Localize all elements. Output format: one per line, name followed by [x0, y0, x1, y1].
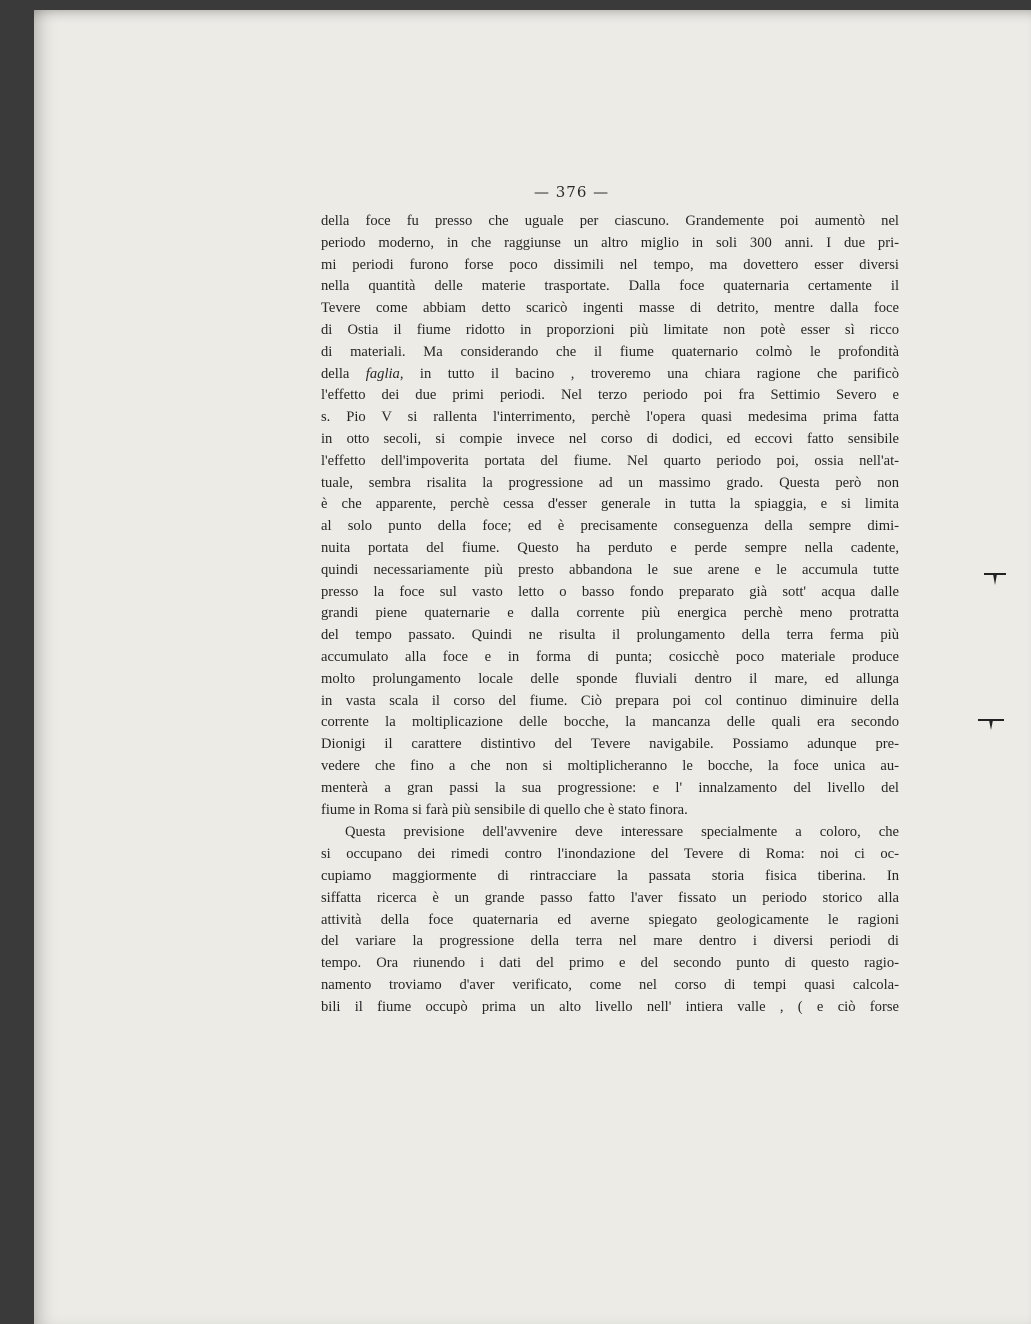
text-line: di Ostia il fiume ridotto in proporzioni più limitate non potè esser sì ricco	[321, 321, 899, 338]
text-line: del variare la progressione della terra nel mare dentro i diversi periodi di	[321, 933, 899, 950]
text-line: cupiamo maggiormente di rintracciare la passata storia fisica tiberina. In	[321, 867, 899, 884]
page-number: — 376 —	[534, 183, 610, 201]
text-line: nuita portata del fiume. Questo ha perduto e perde sempre nella cadente,	[321, 539, 899, 556]
body-text	[321, 211, 899, 1018]
text-line: al solo punto della foce; ed è precisamente conseguenza della sempre dimi-	[321, 518, 899, 535]
text-line: Dionigi il carattere distintivo del Tevere navigabile. Possiamo adunque pre-	[321, 736, 899, 753]
text-line: attività della foce quaternaria ed averne spiegato geologicamente le ragioni	[321, 911, 899, 928]
text-line: vedere che fino a che non si moltiplicheranno le bocche, la foce unica au-	[321, 757, 899, 774]
text-line: periodo moderno, in che raggiunse un altro miglio in soli 300 anni. I due pri-	[321, 234, 899, 251]
text-line: della faglia, in tutto il bacino , troveremo una chiara ragione che parificò	[321, 365, 900, 382]
text-line: accumulato alla foce e in forma di punta; cosicchè poco materiale produce	[321, 648, 899, 665]
text-line: corrente la moltiplicazione delle bocche, la mancanza delle quali era secondo	[321, 714, 899, 731]
text-line: si occupano dei rimedi contro l'inondazione del Tevere di Roma: noi ci oc-	[321, 846, 899, 863]
text-line: grandi piene quaternarie e dalla corrente più energica perchè meno protratta	[321, 605, 899, 622]
paragraph-2	[321, 822, 899, 1018]
text-line: siffatta ricerca è un grande passo fatto l'aver fissato un periodo storico alla	[321, 889, 899, 906]
text-line: bili il fiume occupò prima un alto livello nell' intiera valle , ( e ciò forse	[321, 998, 899, 1015]
text-line: in vasta scala il corso del fiume. Ciò prepara poi col continuo diminuire della	[321, 692, 899, 709]
text-line: della foce fu presso che uguale per ciascuno. Grandemente poi aumentò nel	[321, 213, 899, 229]
text-line: menterà a gran passi la sua progressione: e l' innalzamento del livello del	[321, 779, 899, 796]
text-line: Questa previsione dell'avvenire deve interessare specialmente a coloro, che	[345, 824, 899, 841]
text-line: del tempo passato. Quindi ne risulta il prolungamento della terra ferma più	[321, 627, 899, 644]
text-line: tuale, sembra risalita la progressione ad un massimo grado. Questa però non	[321, 474, 899, 491]
text-line: fiume in Roma si farà più sensibile di quello che è stato finora.	[321, 801, 688, 818]
text-line: l'effetto dei due primi periodi. Nel terzo periodo poi fra Settimio Severo e	[321, 387, 899, 404]
paragraph-1	[321, 211, 899, 822]
text-line: in otto secoli, si compie invece nel corso di dodici, ed eccovi fatto sensibile	[321, 430, 899, 447]
text-line: nella quantità delle materie trasportate. Dalla foce quaternaria certamente il	[321, 278, 899, 295]
text-line: s. Pio V si rallenta l'interrimento, perchè l'opera quasi medesima prima fatta	[321, 409, 899, 426]
text-line: molto prolungamento locale delle sponde fluviali dentro il mare, ed allunga	[321, 670, 899, 687]
text-line: mi periodi furono forse poco dissimili nel tempo, ma dovettero esser diversi	[321, 256, 899, 273]
text-line: è che apparente, perchè cessa d'esser generale in tutta la spiaggia, e si limita	[321, 496, 899, 513]
binding-mark-icon	[978, 714, 1000, 728]
text-line: tempo. Ora riunendo i dati del primo e del secondo punto di questo ragio-	[321, 955, 899, 972]
text-line: Tevere come abbiam detto scaricò ingenti masse di detrito, mentre dalla foce	[321, 300, 899, 317]
text-line: namento troviamo d'aver verificato, come nel corso di tempi quasi calcola-	[321, 976, 899, 993]
binding-mark-icon	[984, 568, 1006, 582]
text-line: l'effetto dell'impoverita portata del fiume. Nel quarto periodo poi, ossia nell'at-	[321, 452, 899, 469]
book-page	[34, 10, 1031, 1324]
text-line: di materiali. Ma considerando che il fiume quaternario colmò le profondità	[321, 343, 899, 360]
text-line: quindi necessariamente più presto abbandona le sue arene e le accumula tutte	[321, 561, 899, 578]
text-line: presso la foce sul vasto letto o basso fondo preparato già sott' acqua dalle	[321, 583, 899, 600]
